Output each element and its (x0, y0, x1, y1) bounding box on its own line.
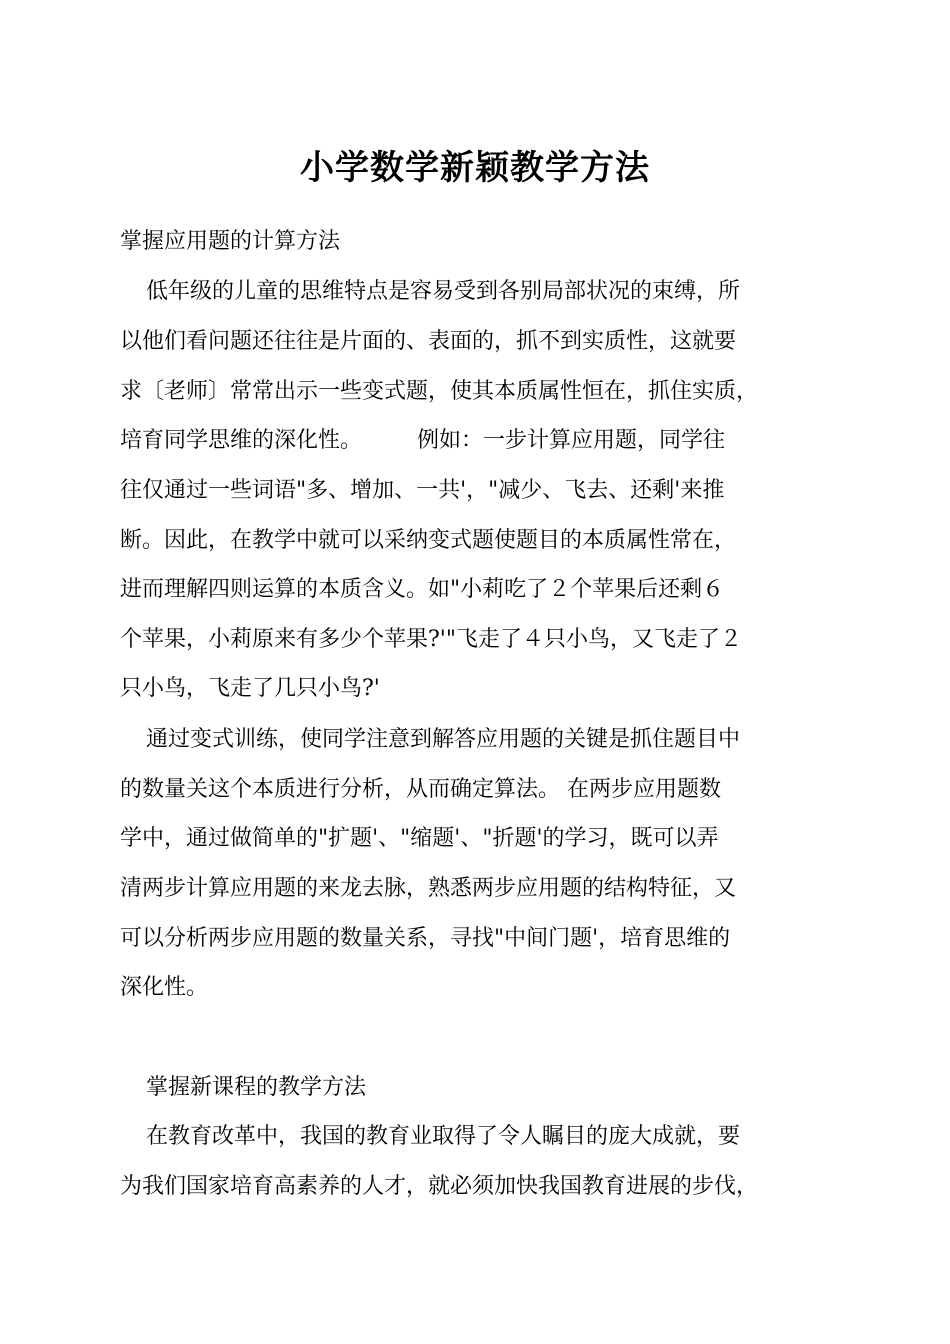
text-line: 只小鸟，飞走了几只小鸟?' (120, 676, 380, 701)
text-line: 通过变式训练，使同学注意到解答应用题的关键是抓住题目中 (146, 727, 741, 752)
text-line: 低年级的儿童的思维特点是容易受到各别局部状况的束缚，所 (146, 279, 741, 304)
text-line: 在教育改革中，我国的教育业取得了令人瞩目的庞大成就，要 (146, 1124, 741, 1149)
section-heading: 掌握应用题的计算方法 (120, 229, 341, 254)
text-line: 进而理解四则运算的本质含义。如"小莉吃了２个苹果后还剩６ (120, 577, 725, 602)
document-title: 小学数学新颖教学方法 (300, 148, 650, 188)
text-line: 为我们国家培育高素养的人才，就必须加快我国教育进展的步伐， (120, 1174, 759, 1199)
text-line: 学中，通过做简单的"扩题'、"缩题'、"折题'的学习，既可以弄 (120, 826, 719, 851)
section-heading: 掌握新课程的教学方法 (146, 1075, 367, 1100)
text-line: 的数量关这个本质进行分析，从而确定算法。 在两步应用题数 (120, 777, 721, 802)
text-line: 深化性。 (120, 975, 209, 1000)
text-line: 可以分析两步应用题的数量关系，寻找"中间门题'，培育思维的 (120, 926, 731, 951)
text-line: 以他们看问题还往往是片面的、表面的，抓不到实质性，这就要 (120, 329, 737, 354)
text-line: 断。因此，在教学中就可以采纳变式题使题目的本质属性常在， (120, 528, 737, 553)
text-line: 求〔老师〕常常出示一些变式题，使其本质属性恒在，抓住实质， (120, 379, 759, 404)
text-line: 个苹果，小莉原来有多少个苹果?'"飞走了４只小鸟，又飞走了２ (120, 627, 742, 652)
text-line: 往仅通过一些词语"多、增加、一共'，"减少、飞去、还剩'来推 (120, 478, 725, 503)
text-line: 培育同学思维的深化性。 例如：一步计算应用题，同学往 (120, 428, 726, 453)
text-line: 清两步计算应用题的来龙去脉，熟悉两步应用题的结构特征，又 (120, 876, 737, 901)
